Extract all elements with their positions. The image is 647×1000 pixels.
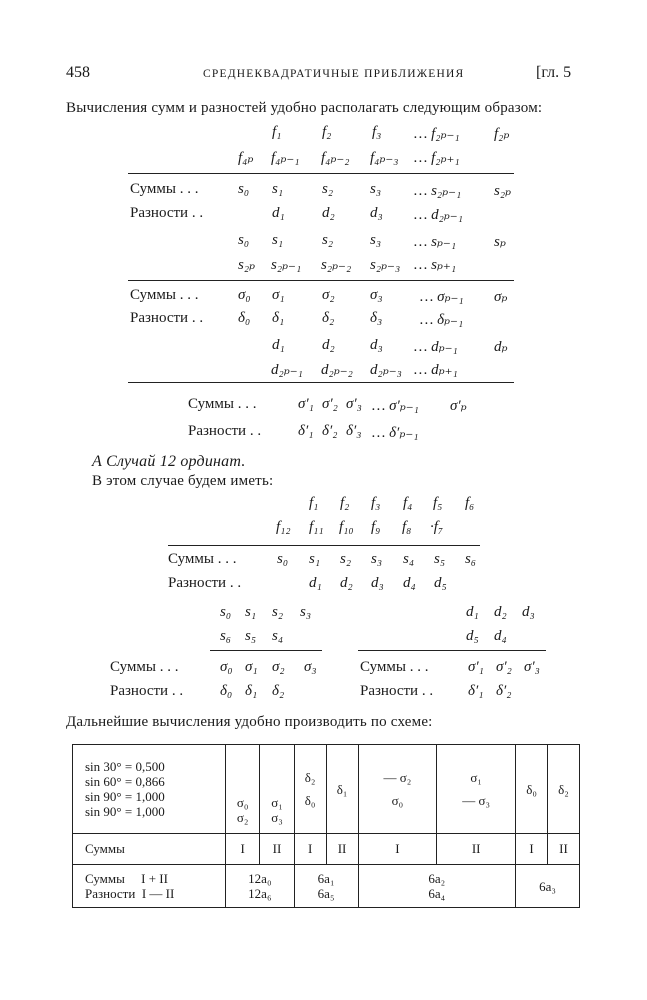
- math-symbol: s₀: [238, 181, 250, 197]
- row-label: Разности . .: [110, 683, 184, 699]
- cell-b3: 6a₂ 6a₄: [358, 865, 516, 908]
- math-symbol: σ₃: [304, 659, 317, 675]
- math-symbol: s₁: [272, 232, 284, 248]
- math-symbol: σ₀: [238, 287, 251, 303]
- math-symbol: d₄: [494, 628, 507, 644]
- math-symbol: d₁: [466, 604, 479, 620]
- math-symbol: s₁: [272, 181, 284, 197]
- math-symbol: σ′₃: [346, 396, 362, 412]
- math-symbol: … σₚ₋₁: [420, 289, 464, 305]
- roman-cell: I: [294, 834, 326, 865]
- row-label: Суммы . . .: [360, 659, 429, 675]
- math-symbol: … δ′ₚ₋₁: [372, 425, 419, 441]
- math-symbol: … s₂ₚ₋₁: [414, 183, 462, 199]
- math-symbol: s₁: [245, 604, 257, 620]
- math-symbol: s₂: [272, 604, 284, 620]
- roman-cell: I: [516, 834, 548, 865]
- cell-c7: δ₀: [516, 745, 548, 834]
- math-symbol: f₃: [371, 495, 381, 511]
- table-row: [73, 865, 580, 908]
- math-symbol: δ′₂: [496, 683, 512, 699]
- math-symbol: d₁: [309, 575, 322, 591]
- math-symbol: … sₚ₊₁: [414, 257, 457, 273]
- roman-cell: II: [437, 834, 516, 865]
- row-label: Разности . .: [168, 575, 242, 591]
- row-label: Разности . .: [130, 205, 204, 221]
- cell-b1: 12a₀ 12a₆: [226, 865, 295, 908]
- math-symbol: ·f₇: [430, 519, 444, 535]
- math-symbol: σₚ: [494, 289, 508, 305]
- math-symbol: f₁: [272, 124, 282, 140]
- math-symbol: s₃: [370, 181, 382, 197]
- math-symbol: f₃: [372, 124, 382, 140]
- case-intro: В этом случае будем иметь:: [92, 473, 274, 489]
- math-symbol: … d₂ₚ₋₁: [414, 207, 463, 223]
- math-symbol: f₄ₚ₋₂: [321, 150, 350, 166]
- math-symbol: σ′₂: [496, 659, 512, 675]
- math-symbol: … dₚ₋₁: [414, 339, 458, 355]
- math-symbol: s₃: [300, 604, 312, 620]
- math-symbol: δ₂: [272, 683, 285, 699]
- math-symbol: δ₁: [272, 310, 285, 326]
- math-symbol: f₄ₚ₋₁: [271, 150, 300, 166]
- math-symbol: s₀: [238, 232, 250, 248]
- roman-cell: II: [547, 834, 579, 865]
- roman-cell: II: [260, 834, 294, 865]
- math-symbol: d₂ₚ₋₃: [370, 362, 402, 378]
- math-symbol: f₂: [340, 495, 350, 511]
- table-row: [73, 745, 580, 834]
- math-symbol: d₁: [272, 205, 285, 221]
- math-symbol: σ₂: [322, 287, 335, 303]
- math-symbol: … δₚ₋₁: [420, 312, 464, 328]
- row-label: Суммы . . .: [130, 287, 199, 303]
- math-symbol: δ₁: [245, 683, 258, 699]
- math-symbol: s₂ₚ₋₂: [321, 257, 352, 273]
- math-symbol: d₂ₚ₋₁: [271, 362, 303, 378]
- math-symbol: f₆: [465, 495, 475, 511]
- cell-c5: — σ₂ σ₀: [358, 745, 437, 834]
- row-label: Разности . .: [188, 423, 262, 439]
- math-symbol: … sₚ₋₁: [414, 234, 457, 250]
- divider: [358, 650, 546, 651]
- math-symbol: d₂: [494, 604, 507, 620]
- math-symbol: σ′₁: [298, 396, 314, 412]
- math-symbol: s₁: [309, 551, 321, 567]
- case-title: А Случай 12 ординат.: [92, 453, 246, 470]
- math-symbol: δ′₁: [298, 423, 314, 439]
- math-symbol: s₂ₚ₋₁: [271, 257, 302, 273]
- math-symbol: d₅: [434, 575, 447, 591]
- sine-values: sin 30° = 0,500 sin 60° = 0,866 sin 90° = 1,000 sin 90° = 1,000: [73, 745, 226, 834]
- chapter-ref: [гл. 5: [536, 64, 572, 81]
- row-label: Суммы . . .: [168, 551, 237, 567]
- math-symbol: f₁: [309, 495, 319, 511]
- math-symbol: σ′₃: [524, 659, 540, 675]
- roman-cell: II: [326, 834, 358, 865]
- math-symbol: f₉: [371, 519, 381, 535]
- math-symbol: s₅: [245, 628, 257, 644]
- running-title: СРЕДНЕКВАДРАТИЧНЫЕ ПРИБЛИЖЕНИЯ: [203, 68, 465, 80]
- table-row: [73, 834, 580, 865]
- math-symbol: s₀: [220, 604, 232, 620]
- math-symbol: s₆: [465, 551, 477, 567]
- math-symbol: s₃: [371, 551, 383, 567]
- roman-cell: I: [358, 834, 437, 865]
- math-symbol: s₀: [277, 551, 289, 567]
- row-label: Суммы . . .: [110, 659, 179, 675]
- math-symbol: d₁: [272, 337, 285, 353]
- math-symbol: σ′₁: [468, 659, 484, 675]
- math-symbol: s₂ₚ: [494, 183, 512, 199]
- row-label: Разности . .: [360, 683, 434, 699]
- math-symbol: … f₂ₚ₋₁: [414, 126, 460, 142]
- math-symbol: … f₂ₚ₊₁: [414, 150, 460, 166]
- math-symbol: d₃: [371, 575, 384, 591]
- roman-cell: I: [226, 834, 260, 865]
- math-symbol: δ₀: [220, 683, 233, 699]
- math-symbol: … dₚ₊₁: [414, 362, 458, 378]
- math-symbol: s₄: [272, 628, 284, 644]
- cell-c3: δ₂ δ₀: [294, 745, 326, 834]
- math-symbol: s₂: [340, 551, 352, 567]
- math-symbol: … σ′ₚ₋₁: [372, 398, 419, 414]
- math-symbol: s₄: [403, 551, 415, 567]
- divider: [210, 650, 322, 651]
- row-label: Суммы . . .: [188, 396, 257, 412]
- math-symbol: d₃: [370, 205, 383, 221]
- row-label: Суммы . . .: [130, 181, 199, 197]
- math-symbol: f₁₀: [339, 519, 354, 535]
- math-symbol: s₂ₚ: [238, 257, 256, 273]
- math-symbol: s₂: [322, 181, 334, 197]
- divider: [128, 280, 514, 281]
- math-symbol: δ′₁: [468, 683, 484, 699]
- math-symbol: δ′₂: [322, 423, 338, 439]
- math-symbol: f₁₁: [309, 519, 324, 535]
- math-symbol: σ₁: [272, 287, 285, 303]
- math-symbol: σ₃: [370, 287, 383, 303]
- math-symbol: σ′₂: [322, 396, 338, 412]
- divider: [128, 173, 514, 174]
- scheme-table: [72, 744, 580, 908]
- cell-c4: δ₁: [326, 745, 358, 834]
- math-symbol: d₃: [370, 337, 383, 353]
- math-symbol: s₂ₚ₋₃: [370, 257, 401, 273]
- math-symbol: f₁₂: [276, 519, 291, 535]
- math-symbol: σ′ₚ: [450, 398, 467, 414]
- math-symbol: f₄: [403, 495, 413, 511]
- cell-c6: σ₁ — σ₃: [437, 745, 516, 834]
- math-symbol: s₆: [220, 628, 232, 644]
- math-symbol: σ₀: [220, 659, 233, 675]
- divider: [128, 382, 514, 383]
- math-symbol: s₅: [434, 551, 446, 567]
- math-symbol: δ′₃: [346, 423, 362, 439]
- cell-c2: σ₁ σ₃: [260, 745, 294, 834]
- math-symbol: δ₂: [322, 310, 335, 326]
- math-symbol: s₂: [322, 232, 334, 248]
- math-symbol: d₂ₚ₋₂: [321, 362, 353, 378]
- further-text: Дальнейшие вычисления удобно производить по схеме:: [66, 714, 433, 730]
- math-symbol: σ₂: [272, 659, 285, 675]
- math-symbol: δ₀: [238, 310, 251, 326]
- divider: [168, 545, 480, 546]
- math-symbol: f₅: [433, 495, 443, 511]
- bottom-labels: Суммы I + II Разности I — II: [73, 865, 226, 908]
- math-symbol: d₄: [403, 575, 416, 591]
- math-symbol: s₃: [370, 232, 382, 248]
- cell-c1: σ₀ σ₂: [226, 745, 260, 834]
- intro-text: Вычисления сумм и разностей удобно располагать следующим образом:: [66, 100, 543, 116]
- math-symbol: f₂: [322, 124, 332, 140]
- page-number: 458: [66, 64, 90, 81]
- math-symbol: f₄ₚ: [238, 150, 254, 166]
- cell-c8: δ₂: [547, 745, 579, 834]
- math-symbol: f₈: [402, 519, 412, 535]
- math-symbol: d₂: [340, 575, 353, 591]
- math-symbol: f₄ₚ₋₃: [370, 150, 399, 166]
- math-symbol: d₅: [466, 628, 479, 644]
- cell-b4: 6a₃: [516, 865, 580, 908]
- math-symbol: f₂ₚ: [494, 126, 510, 142]
- sums-label: Суммы: [73, 834, 226, 865]
- row-label: Разности . .: [130, 310, 204, 326]
- math-symbol: d₃: [522, 604, 535, 620]
- cell-b2: 6a₁ 6a₅: [294, 865, 358, 908]
- math-symbol: sₚ: [494, 234, 506, 250]
- math-symbol: σ₁: [245, 659, 258, 675]
- math-symbol: dₚ: [494, 339, 508, 355]
- math-symbol: δ₃: [370, 310, 383, 326]
- math-symbol: d₂: [322, 337, 335, 353]
- math-symbol: d₂: [322, 205, 335, 221]
